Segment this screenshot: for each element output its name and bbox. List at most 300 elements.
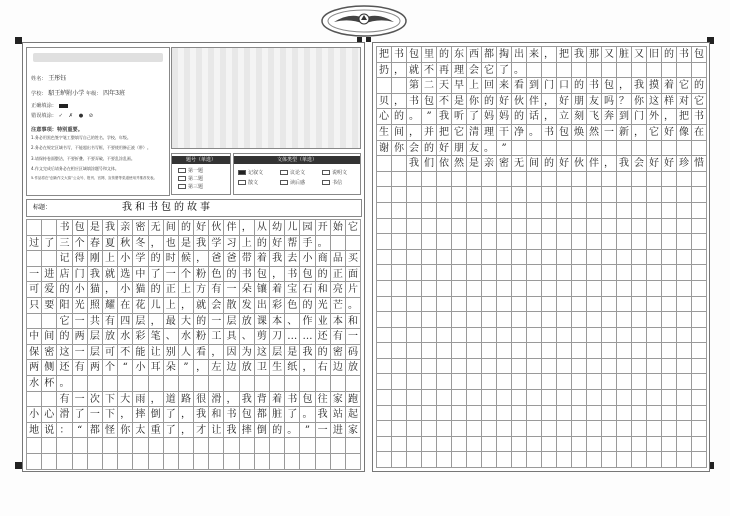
grid-cell: 到 [617,109,632,125]
grid-cell [692,359,707,375]
grid-cell [677,187,692,203]
grid-cell: 作 [300,314,315,330]
grid-cell [437,203,452,219]
grid-cell: 它 [57,314,72,330]
genre-option-1[interactable]: 记叙文 [238,169,263,176]
grid-cell: ” [179,360,194,376]
grid-cell: 大 [118,392,133,408]
grid-cell [602,406,617,422]
grid-cell: 。 [57,376,72,392]
correct-fill-sample [59,104,68,108]
grid-cell [437,234,452,250]
grid-cell [572,250,587,266]
grid-cell: 是 [467,156,482,172]
grid-cell [331,438,346,454]
grid-cell [300,454,315,470]
grid-cell: 业 [316,314,331,330]
grid-cell: 猫 [133,282,148,298]
grid-cell [602,359,617,375]
grid-cell: 光 [73,298,88,314]
grid-cell: 的 [224,267,239,283]
grid-cell: 了 [149,267,164,283]
grid-cell: 会 [407,141,422,157]
grid-cell [407,390,422,406]
grid-cell [512,234,527,250]
genre-option-5[interactable]: 读后感 [280,179,305,186]
grid-cell [422,343,437,359]
grid-cell [377,172,392,188]
grid-cell [497,421,512,437]
grid-cell [392,452,407,468]
grid-cell: 的 [422,141,437,157]
grid-cell [407,452,422,468]
grid-cell [133,376,148,392]
grid-cell [270,376,285,392]
grid-cell [677,452,692,468]
grid-cell [300,438,315,454]
grid-cell [42,220,57,236]
grid-cell [331,454,346,470]
grid-cell [587,187,602,203]
grid-cell: 生 [377,125,392,141]
grid-cell: 伙 [512,94,527,110]
grid-cell: 码 [346,345,361,361]
grid-cell [437,390,452,406]
grid-cell [42,438,57,454]
grid-cell [422,219,437,235]
grid-cell: 共 [88,314,103,330]
grid-cell [527,203,542,219]
grid-cell [617,359,632,375]
grid-cell [482,281,497,297]
grid-cell [377,328,392,344]
grid-cell: 两 [27,360,42,376]
grid-cell [647,312,662,328]
grid-cell [482,265,497,281]
grid-cell: 进 [331,423,346,439]
grid-cell: 把 [437,125,452,141]
grid-cell [240,454,255,470]
grid-cell: 得 [73,251,88,267]
grid-cell [587,250,602,266]
grid-cell: 猫 [88,282,103,298]
grid-cell: 包 [255,267,270,283]
grid-cell [255,438,270,454]
grid-cell [497,406,512,422]
grid-cell [512,265,527,281]
grid-cell [497,437,512,453]
grid-cell: “ [73,423,88,439]
grid-cell [422,437,437,453]
grid-cell: 刚 [88,251,103,267]
grid-cell [662,141,677,157]
grid-cell [647,437,662,453]
grid-cell [407,203,422,219]
grid-cell [527,421,542,437]
grid-cell [392,265,407,281]
grid-cell [482,203,497,219]
grid-cell [103,376,118,392]
grid-cell: 书 [285,267,300,283]
grid-cell [647,359,662,375]
grid-cell: 出 [512,47,527,63]
grid-cell: 包 [602,78,617,94]
grid-cell: 小 [118,282,133,298]
grid-cell [662,203,677,219]
grid-cell: 心 [42,407,57,423]
grid-cell: 好 [437,141,452,157]
grid-cell [88,376,103,392]
grid-cell [452,250,467,266]
grid-cell [27,314,42,330]
grid-cell: 脏 [270,407,285,423]
grid-cell [422,281,437,297]
school-label: 学校： [31,91,47,97]
grid-cell: ， [179,298,194,314]
grid-cell [512,390,527,406]
grid-cell: 小 [27,407,42,423]
grid-cell: ， [149,314,164,330]
grid-cell [407,421,422,437]
grid-cell: 看 [512,78,527,94]
grid-cell: 里 [422,47,437,63]
grid-cell: 要 [42,298,57,314]
grid-cell: 一 [316,423,331,439]
grid-cell [512,187,527,203]
grid-cell [677,390,692,406]
grid-cell: 的 [149,282,164,298]
grid-cell [407,187,422,203]
grid-cell: 都 [255,407,270,423]
grid-cell: 把 [557,47,572,63]
grid-cell: 让 [149,345,164,361]
grid-cell [542,219,557,235]
grade-value: 四年3班 [103,90,125,97]
genre-option-6[interactable]: 书信 [322,179,342,186]
grid-cell [677,234,692,250]
grid-cell [27,392,42,408]
grid-cell [482,359,497,375]
grid-cell [392,406,407,422]
grid-cell: ： [57,423,72,439]
topic-option-3[interactable]: 第三题 [178,183,203,190]
genre-option-2[interactable]: 议论文 [280,169,305,176]
grid-cell: 散 [224,298,239,314]
grid-cell: ， [662,109,677,125]
grid-cell: 亲 [118,220,133,236]
grid-cell: 一 [602,125,617,141]
grid-cell: 理 [452,63,467,79]
grid-cell [692,234,707,250]
grid-cell: 因 [224,345,239,361]
grid-cell [542,374,557,390]
grid-cell: 粉 [194,267,209,283]
grid-cell [103,438,118,454]
grid-cell: 书 [407,94,422,110]
grid-cell [602,437,617,453]
grid-cell [422,250,437,266]
grid-cell [662,359,677,375]
grid-cell: 剪 [255,329,270,345]
grid-cell: ” [497,141,512,157]
grid-cell [632,359,647,375]
genre-select-box [233,153,361,195]
grid-cell [692,265,707,281]
grid-cell: 爱 [42,282,57,298]
grid-cell: 阳 [57,298,72,314]
grid-cell: 书 [285,392,300,408]
grid-cell [602,172,617,188]
grid-cell [179,438,194,454]
grid-cell: 一 [209,314,224,330]
grid-cell [377,406,392,422]
grid-cell [692,63,707,79]
grid-cell [452,390,467,406]
grid-cell [209,438,224,454]
grid-cell: 边 [224,360,239,376]
grid-cell: 密 [331,345,346,361]
grid-cell [194,438,209,454]
grid-cell: 伙 [572,156,587,172]
grid-cell [632,343,647,359]
grid-cell: 往 [316,392,331,408]
grid-cell [557,297,572,313]
redacted-barcode-area [171,47,361,149]
grid-cell: 有 [331,329,346,345]
grid-cell [422,421,437,437]
grid-cell: 彩 [133,329,148,345]
grid-cell [377,156,392,172]
grid-cell [542,421,557,437]
grid-cell: 心 [377,109,392,125]
grid-cell [392,281,407,297]
grid-cell: 石 [300,282,315,298]
grid-cell [617,390,632,406]
info-card [26,47,170,196]
grid-cell [467,172,482,188]
grid-cell [392,328,407,344]
grid-cell [73,454,88,470]
grid-cell: 很 [194,392,209,408]
grid-cell [407,172,422,188]
grid-cell: 两 [73,329,88,345]
grid-cell [572,437,587,453]
grid-cell [512,141,527,157]
grid-cell [467,250,482,266]
grid-cell [512,374,527,390]
grid-cell [377,374,392,390]
grid-cell: 习 [224,236,239,252]
grid-cell: 水 [27,376,42,392]
grid-cell: 那 [587,47,602,63]
grid-cell: 书 [587,78,602,94]
grid-cell: 你 [118,423,133,439]
grid-cell [392,297,407,313]
grid-cell [527,281,542,297]
grid-cell: 开 [316,220,331,236]
grid-cell [572,452,587,468]
grid-cell [422,234,437,250]
grid-cell [437,437,452,453]
grid-cell [392,219,407,235]
grid-cell: 焕 [572,125,587,141]
grid-cell [662,297,677,313]
grid-cell: 夏 [103,236,118,252]
grade-label: 年级： [85,91,102,97]
grid-cell [662,390,677,406]
grid-cell: ， [632,125,647,141]
grid-cell: 出 [255,298,270,314]
grid-cell [557,421,572,437]
grid-cell: 我 [407,156,422,172]
grid-cell [452,172,467,188]
grid-cell: 进 [42,267,57,283]
grid-cell [422,374,437,390]
grid-cell [617,281,632,297]
topic-option-2[interactable]: 第二题 [178,175,203,182]
grid-cell [512,452,527,468]
genre-option-3[interactable]: 说明文 [322,169,347,176]
grid-cell [497,328,512,344]
grid-cell: 我 [316,407,331,423]
grid-cell: ” [300,423,315,439]
grid-cell [632,172,647,188]
grid-cell [632,234,647,250]
essay-title: 我和书包的故事 [122,202,213,213]
grid-cell [407,250,422,266]
grid-cell: 这 [57,345,72,361]
grid-cell: 好 [194,220,209,236]
grid-cell: 让 [209,423,224,439]
grid-cell [194,454,209,470]
grid-cell [587,297,602,313]
grid-cell [392,312,407,328]
grid-cell: 正 [164,282,179,298]
grid-cell [512,437,527,453]
grid-cell: 我 [240,392,255,408]
grid-cell: 儿 [149,298,164,314]
grid-cell [572,203,587,219]
grid-cell [527,406,542,422]
grid-cell: 本 [270,314,285,330]
grid-cell [497,187,512,203]
grid-cell [407,265,422,281]
grid-cell [617,141,632,157]
grid-cell [377,390,392,406]
grid-cell [482,172,497,188]
grid-cell [255,376,270,392]
grid-cell [467,203,482,219]
grid-cell: 像 [677,125,692,141]
grid-cell: 朵 [240,282,255,298]
grid-cell [527,219,542,235]
grid-cell: 谢 [377,141,392,157]
grid-cell: 方 [194,282,209,298]
grid-cell: ， [149,392,164,408]
grid-cell [572,265,587,281]
grid-cell [527,452,542,468]
grid-cell [407,359,422,375]
grid-cell [662,250,677,266]
grid-cell: ， [194,251,209,267]
grid-cell [527,172,542,188]
grid-cell [118,438,133,454]
grid-cell: 和 [346,314,361,330]
grid-cell [392,374,407,390]
grid-cell: 第 [407,78,422,94]
grid-cell: 的 [572,78,587,94]
grid-cell [632,63,647,79]
note-2: 2.务必在规定区域书写，不能超出书写框，不要使用修正液（带）。 [31,145,151,150]
grid-cell [677,265,692,281]
grid-cell [103,454,118,470]
grid-cell [437,219,452,235]
grid-cell [572,374,587,390]
genre-option-4[interactable]: 散文 [238,179,258,186]
grid-cell [527,250,542,266]
grid-cell: 的 [255,236,270,252]
grid-cell: 间 [527,156,542,172]
grid-cell [512,281,527,297]
grid-cell [482,390,497,406]
grid-cell: 亲 [482,156,497,172]
grid-cell [587,203,602,219]
writing-grid [376,46,707,468]
grid-cell [407,437,422,453]
grid-cell [572,63,587,79]
grid-cell: 课 [255,314,270,330]
grid-cell [422,203,437,219]
grid-cell [467,359,482,375]
grid-cell: ， [617,78,632,94]
grid-cell: 耳 [149,360,164,376]
grid-cell [482,187,497,203]
topic-option-1[interactable]: 第一题 [178,167,203,174]
grid-cell: 说 [42,423,57,439]
grid-cell: 奔 [602,109,617,125]
grid-cell [647,406,662,422]
grid-cell: 具 [224,329,239,345]
grid-cell: 有 [57,392,72,408]
grid-cell: 脏 [617,47,632,63]
grid-cell [527,312,542,328]
grid-cell: 刀 [270,329,285,345]
grid-cell: 冬 [133,236,148,252]
grid-cell [437,250,452,266]
grid-cell [542,203,557,219]
grid-cell [467,234,482,250]
grid-cell [224,376,239,392]
grid-cell [557,312,572,328]
grid-cell [346,236,361,252]
grid-cell: 把 [377,47,392,63]
grid-cell: 买 [346,251,361,267]
grid-cell [647,187,662,203]
grid-cell: 卫 [255,360,270,376]
grid-cell: 你 [467,94,482,110]
grid-cell [632,203,647,219]
grid-cell: 会 [632,156,647,172]
grid-cell: 滑 [57,407,72,423]
grid-cell [452,421,467,437]
grid-cell: 笔 [149,329,164,345]
grid-cell: 了 [73,407,88,423]
grid-cell: 都 [482,47,497,63]
grid-cell [437,406,452,422]
grid-cell: 的 [316,267,331,283]
grid-cell [692,343,707,359]
grid-cell: 好 [662,156,677,172]
